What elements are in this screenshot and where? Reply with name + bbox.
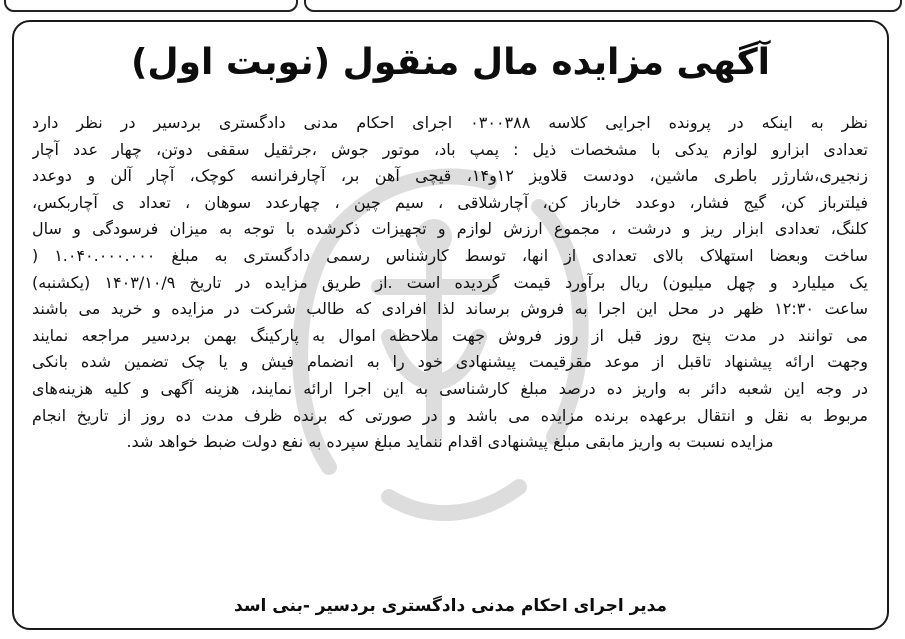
body-line: زنجیری،شارژر باطری ماشین، دودست قلاویز ۱۲و۱۴، قیچی آهن بر، آچارفرانسه کوچک، آچار آلن و دوعدد	[32, 166, 868, 186]
body-line: نظر به اینکه در پرونده اجرایی کلاسه ۰۳۰۰۳۸۸ اجرای احکام مدنی دادگستری بردسیر در نظر دارد	[32, 113, 868, 132]
auction-notice	[12, 20, 889, 630]
notice-title: آگهی مزایده مال منقول (نوبت اول)	[130, 42, 771, 83]
body-line: یک میلیارد و چهل میلیون) ریال برآورد قیمت گردیده است .از طریق مزایده در تاریخ ۱۴۰۳/۱۰/۹ (یکشنبه)	[32, 272, 868, 292]
body-line: مزایده نسبت به واریز مابقی مبلغ پیشنهادی اقدام ننماید مبلغ سپرده به نفع دولت ضبط خواهد شد.	[126, 432, 774, 452]
previous-notice-edge	[0, 0, 905, 12]
body-line: تعدادی ابزارو لوازم یدکی با مشخصات ذیل : پمپ باد، موتور جوش ،جرثقیل سقفی دوتن، چهار عدد آچار	[32, 139, 868, 159]
body-line: فیلترباز کن، گیج فشار، دوعدد خارباز کن، آچارشلاقی ، سیم چین ، چهارعدد سوهان ، تعداد ی آچاربکس،	[32, 192, 868, 212]
body-line: ساعت ۱۲:۳۰ ظهر در محل این اجرا به فروش برساند لذا افرادی که طالب شرکت در مزایده و خرید می باشند	[32, 299, 868, 319]
body-line: مربوط به نقل و انتقال برعهده برنده مزایده می باشد و در صورتی که برنده ظرف مدت ده روز از تاریخ انجام	[32, 405, 868, 425]
notice-body	[32, 110, 868, 456]
body-line: کلنگ، تعدادی ابزار ریز و درشت ، مجموع ارزش لوازم و تجهیزات ذکرشده با توجه به میزان فرسودگی و سال	[32, 219, 868, 239]
previous-notice-box-right	[304, 0, 902, 12]
notice-signature: مدیر اجرای احکام مدنی دادگستری بردسیر -بنی اسد	[234, 596, 667, 616]
body-line: ساخت وبعضا استهلاک بالای تعدادی از انها، توسط کارشناس رسمی دادگستری به مبلغ ۱.۰۴۰.۰۰۰.۰۰۰ (	[32, 245, 868, 265]
body-line: در وجه این شعبه دائر به واریز ده درصد مبلغ کارشناسی به این اجرا ارائه نمایند، هزینه آگهی و کلیه هزینه‌های	[32, 378, 868, 398]
body-line: می توانند در مدت پنج روز قبل از روز فروش جهت ملاحظه اموال به پارکینگ بهمن بردسیر مراجعه نمایند	[32, 325, 868, 345]
body-line: وجهت ارائه پیشنهاد تاقبل از موعد مقرقیمت پیشنهادی خود را به انضمام فیش و یا چک تضمین شده بانکی	[32, 352, 868, 372]
previous-notice-box-left	[4, 0, 298, 12]
